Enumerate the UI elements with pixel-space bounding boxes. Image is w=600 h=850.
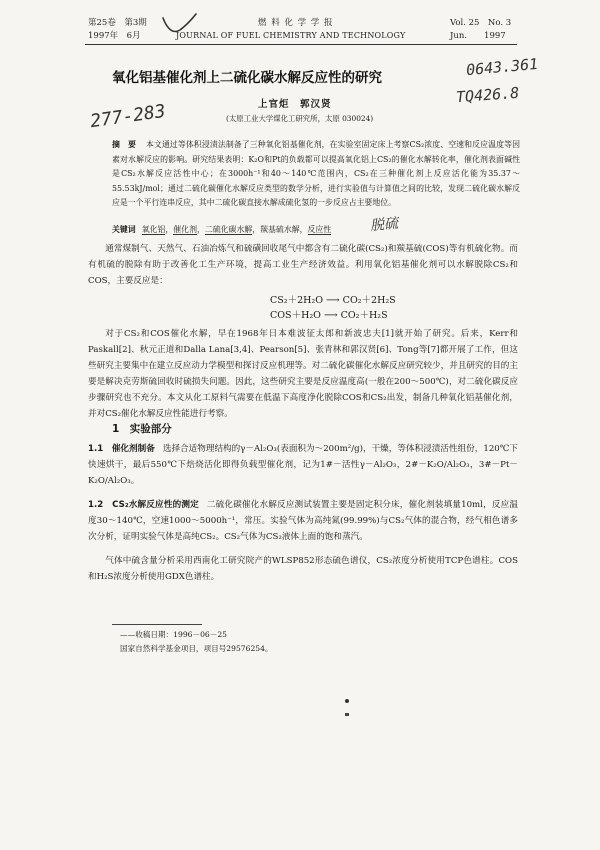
handwritten-class-code-1: 0643.361 bbox=[465, 54, 539, 80]
footnote-rule bbox=[112, 624, 202, 625]
paper-authors: 上官炬 郭汉贤 bbox=[258, 99, 332, 110]
keyword-4: 羰基硫水解 bbox=[260, 225, 300, 234]
subsection-1-2 bbox=[88, 497, 518, 545]
handwritten-checkmark bbox=[160, 12, 200, 38]
intro-paragraph-1: 通常煤制气、天然气、石油冶炼气和硫磺回收尾气中都含有二硫化碳(CS₂)和羰基硫(COS)等有机硫化物。而有机硫的脱除有助于改善化工生产环境，提高工业生产经济效益。利用氧化铝基催化剂可以水解脱除CS₂和COS，主要反应是： bbox=[88, 244, 518, 286]
paper-affiliation: (太原工业大学煤化工研究所，太原 030024) bbox=[226, 114, 374, 123]
handwritten-class-code-2: TQ426.8 bbox=[455, 83, 520, 107]
subsection-1-2-text: 二硫化碳催化水解反应测试装置主要是固定积分床，催化剂装填量10ml，反应温度30～140℃，空速1000～5000h⁻¹，常压。实验气体为高纯氮(99.99%)与CS₂气体的混合物，经气相色谱多次分析，证明实验气体是高纯CS₂。CS₂气体为CS₂液体上面的饱和蒸汽。 bbox=[88, 500, 518, 542]
keyword-3: 二硫化碳水解 bbox=[204, 225, 253, 234]
header-volume: 第25卷 第3期 bbox=[88, 18, 147, 28]
header-vol-no: Vol. 25 No. 3 bbox=[450, 18, 512, 28]
subsection-1-2-label: 1.2 CS₂水解反应性的测定 bbox=[88, 500, 199, 510]
equation-1: CS₂＋2H₂O ⟶ CO₂＋2H₂S bbox=[270, 295, 396, 306]
keyword-2: 催化剂 bbox=[173, 225, 197, 234]
equation-2: COS＋H₂O ⟶ CO₂＋H₂S bbox=[270, 310, 388, 321]
paper-title: 氧化铝基催化剂上二硫化碳水解反应性的研究 bbox=[112, 70, 382, 86]
abstract-label: 摘 要 bbox=[112, 140, 136, 149]
subsection-1-1-label: 1.1 催化剂制备 bbox=[88, 444, 155, 454]
header-rule bbox=[85, 44, 517, 45]
header-month-year: Jun. 1997 bbox=[450, 31, 506, 41]
footnote-fund: 国家自然科学基金项目，项目号29576254。 bbox=[120, 644, 273, 653]
header-journal-cn: 燃 料 化 学 学 报 bbox=[258, 18, 334, 28]
abstract-text: 本文通过等体积浸渍法制备了三种氧化铝基催化剂，在实验室固定床上考察CS₂浓度、空速和反应温度等因素对水解反应的影响。研究结果表明：K₂O和Pt的负载都可以提高氧化铝上CS₂的催化水解转化率，催化剂表面碱性是CS₂水解反应活性中心；在3000h⁻¹和40～140℃范围内，CS₂在三种催化剂上反应活化能为35.37～55.53kJ/mol；通过二硫化碳催化水解反应类型的数学分析，进行实验值与计算值之间的比较，发现二硫化碳水解反应是一个平行连串反应，其中二硫化碳直接水解成硫化氢的一步反应占主要地位。 bbox=[112, 140, 520, 207]
scan-mark-dash bbox=[345, 713, 349, 716]
keywords-label: 关键词 bbox=[112, 225, 136, 234]
scan-mark-dot bbox=[345, 699, 349, 703]
keyword-1: 氧化铝 bbox=[141, 225, 166, 234]
keywords: 关键词 氧化铝，催化剂，二硫化碳水解，羰基硫水解，反应性 bbox=[112, 225, 332, 234]
handwritten-keyword-note: 脱硫 bbox=[369, 215, 399, 235]
section-1-heading: 1 实验部分 bbox=[112, 423, 172, 435]
abstract bbox=[112, 138, 520, 211]
subsection-1-1-text: 选择合适物理结构的γ－Al₂O₃(表面积为～200m²/g)，干燥，等体积浸渍活性组份，120℃下快速烘干，最后550℃下焙烧活化即得负载型催化剂，记为1#－活性γ－Al₂O₃，2#－K₂O/Al₂O₃，3#－Pt－K₂O/Al₂O₃。 bbox=[88, 444, 518, 486]
keyword-5: 反应性 bbox=[307, 225, 332, 234]
header-date: 1997年 6月 bbox=[88, 31, 141, 41]
section-1-paragraph-3: 气体中硫含量分析采用西南化工研究院产的WLSP852形态硫色谱仪，CS₂浓度分析使用TCP色谱柱。COS和H₂S浓度分析使用GDX色谱柱。 bbox=[88, 556, 518, 582]
subsection-1-1 bbox=[88, 441, 518, 489]
intro-paragraph-2: 对于CS₂和COS催化水解，早在1968年日本难波征太郎和新波忠夫[1]就开始了研究。后来，Kerr和Paskall[2]、秋元正道和Dalla Lana[3,4]、Pearson[5]、张青林和郭汉贤[6]、Tong等[7]都开展了工作，但这些研究主要集中在建立反应动力学模型和探讨反应机理等。对二硫化碳催化水解反应研究较少，并且研究的目的主要是解决克劳斯硫回收时硫损失问题。因此，这些研究主要是反应温度高(一般在200～500℃)，对二硫化碳反应步骤研究也不充分。本文从化工原料气需要在低温下高度净化脱除COS和CS₂出发，制备几种氧化铝基催化剂，并对CS₂催化水解反应性能进行考察。 bbox=[88, 329, 518, 419]
header-journal-en: JOURNAL OF FUEL CHEMISTRY AND TECHNOLOGY bbox=[176, 31, 406, 40]
handwritten-page-range: 277-283 bbox=[88, 100, 167, 133]
footnote-received: ——收稿日期：1996－06－25 bbox=[120, 630, 227, 639]
